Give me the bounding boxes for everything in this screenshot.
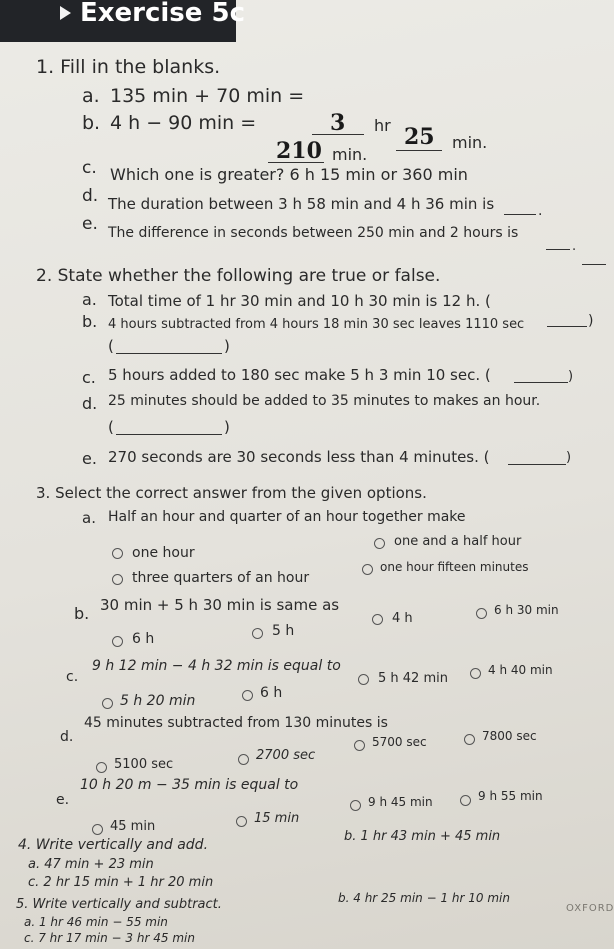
q1d-text: The duration between 3 h 58 min and 4 h 36 min is xyxy=(108,195,495,213)
exercise-title: Exercise 5c xyxy=(80,0,245,28)
q3c-option-3-radio[interactable] xyxy=(102,698,113,709)
q3e-option-4: 15 min xyxy=(254,811,300,826)
q3a-option-1-radio[interactable] xyxy=(112,548,123,559)
q3a-option-3: three quarters of an hour xyxy=(132,570,310,586)
q3c-option-1-radio[interactable] xyxy=(358,674,369,685)
q1a-hr-unit: hr xyxy=(374,116,391,135)
q3b-label: b. xyxy=(74,604,90,623)
q3a-option-2-radio[interactable] xyxy=(374,538,385,549)
q1e-text: The difference in seconds between 250 min and 2 hours is xyxy=(108,225,519,241)
q3d-option-4: 2700 sec xyxy=(256,748,316,763)
q3d-label: d. xyxy=(60,729,74,745)
q2a-text: Total time of 1 hr 30 min and 10 h 30 min is 12 h. ( xyxy=(108,292,491,310)
q1c-text: Which one is greater? 6 h 15 min or 360 min xyxy=(110,165,468,184)
q1c-label: c. xyxy=(82,158,97,178)
q2-heading: 2. State whether the following are true or false. xyxy=(36,266,441,286)
q2a-blank xyxy=(547,326,587,327)
q3c-option-4: 6 h xyxy=(260,685,283,701)
publisher-mark: OXFORD xyxy=(566,903,614,914)
q5-heading: 5. Write vertically and subtract. xyxy=(16,897,222,912)
q3b-option-3: 6 h xyxy=(132,631,155,647)
q2d-text: 25 minutes should be added to 35 minutes to makes an hour. xyxy=(108,393,541,409)
q3e-text: 10 h 20 m − 35 min is equal to xyxy=(80,777,299,793)
q2a-close: ) xyxy=(588,313,594,329)
q1b-unit: min. xyxy=(332,145,368,164)
q1a-blank-minutes xyxy=(396,150,442,151)
q2c-blank xyxy=(514,382,568,383)
q3a-option-1: one hour xyxy=(132,545,195,561)
q3b-option-3-radio[interactable] xyxy=(112,636,123,647)
q3c-label: c. xyxy=(66,669,79,685)
q3e-option-1: 9 h 45 min xyxy=(368,795,433,809)
q3e-label: e. xyxy=(56,792,70,808)
q4b-item: b. 1 hr 43 min + 45 min xyxy=(344,829,501,844)
q3a-option-3-radio[interactable] xyxy=(112,574,123,585)
q2d-close: ) xyxy=(224,418,230,436)
q4a-item: a. 47 min + 23 min xyxy=(28,857,154,872)
q3d-option-1-radio[interactable] xyxy=(354,740,365,751)
q3d-text: 45 minutes subtracted from 130 minutes is xyxy=(84,715,388,731)
q1b-label: b. xyxy=(82,112,101,134)
q2e-close: ) xyxy=(566,450,572,465)
q3a-text: Half an hour and quarter of an hour together make xyxy=(108,509,466,525)
q2b-open: ( xyxy=(108,337,114,355)
q2e-text: 270 seconds are 30 seconds less than 4 minutes. ( xyxy=(108,448,490,466)
q4-heading: 4. Write vertically and add. xyxy=(18,837,209,853)
q1a-min-unit: min. xyxy=(452,133,488,152)
q3b-option-2-radio[interactable] xyxy=(476,608,487,619)
q1a-text: 135 min + 70 min = xyxy=(110,85,305,107)
q4c-item: c. 2 hr 15 min + 1 hr 20 min xyxy=(28,875,214,890)
q3d-option-2-radio[interactable] xyxy=(464,734,475,745)
q2c-label: c. xyxy=(82,368,96,387)
q3b-option-1: 4 h xyxy=(392,611,413,626)
q1b-blank xyxy=(268,162,324,163)
q1e-blank xyxy=(582,264,606,265)
q5b-item: b. 4 hr 25 min − 1 hr 10 min xyxy=(338,891,510,905)
q5c-item: c. 7 hr 17 min − 3 hr 45 min xyxy=(24,931,195,945)
q3c-option-4-radio[interactable] xyxy=(242,690,253,701)
q3e-option-2: 9 h 55 min xyxy=(478,789,543,803)
q1b-answer: 210 xyxy=(276,138,322,164)
q1d-label: d. xyxy=(82,186,99,206)
q1d-end: . xyxy=(572,239,577,254)
q1a-label: a. xyxy=(82,85,100,107)
q5a-item: a. 1 hr 46 min − 55 min xyxy=(24,915,168,929)
q2e-label: e. xyxy=(82,449,97,468)
q1c-blank xyxy=(504,214,536,215)
q3e-option-2-radio[interactable] xyxy=(460,795,471,806)
q2b-text: 4 hours subtracted from 4 hours 18 min 30 sec leaves 1110 sec xyxy=(108,317,525,332)
q3b-option-1-radio[interactable] xyxy=(372,614,383,625)
q1e-label: e. xyxy=(82,214,98,234)
q2d-blank xyxy=(116,434,222,435)
q3e-option-4-radio[interactable] xyxy=(236,816,247,827)
q2e-blank xyxy=(508,464,566,465)
q2d-open: ( xyxy=(108,418,114,436)
q3c-option-2-radio[interactable] xyxy=(470,668,481,679)
q1a-blank-hours xyxy=(312,134,364,135)
q3d-option-3: 5100 sec xyxy=(114,757,174,772)
q3c-option-3: 5 h 20 min xyxy=(120,693,196,709)
q3c-text: 9 h 12 min − 4 h 32 min is equal to xyxy=(92,658,341,674)
q3c-option-2: 4 h 40 min xyxy=(488,663,553,677)
q3d-option-3-radio[interactable] xyxy=(96,762,107,773)
q3d-option-1: 5700 sec xyxy=(372,735,427,749)
q3b-option-4-radio[interactable] xyxy=(252,628,263,639)
q3a-option-4-radio[interactable] xyxy=(362,564,373,575)
q3b-option-2: 6 h 30 min xyxy=(494,603,559,617)
q3e-option-1-radio[interactable] xyxy=(350,800,361,811)
q3-heading: 3. Select the correct answer from the given options. xyxy=(36,484,427,502)
q2b-blank xyxy=(116,353,222,354)
q2b-label: b. xyxy=(82,312,98,331)
q3d-option-2: 7800 sec xyxy=(482,729,537,743)
q1a-answer-minutes: 25 xyxy=(404,124,435,150)
q1-heading: 1. Fill in the blanks. xyxy=(36,56,221,78)
q2d-label: d. xyxy=(82,394,98,413)
q3d-option-4-radio[interactable] xyxy=(238,754,249,765)
q3b-text: 30 min + 5 h 30 min is same as xyxy=(100,596,340,614)
q1a-answer-hours: 3 xyxy=(330,110,346,136)
q3a-option-4: one hour fifteen minutes xyxy=(380,560,529,574)
q3a-option-2: one and a half hour xyxy=(394,534,522,549)
q3b-option-4: 5 h xyxy=(272,623,295,639)
q2c-text: 5 hours added to 180 sec make 5 h 3 min 10 sec. ( xyxy=(108,366,491,384)
q3c-option-1: 5 h 42 min xyxy=(378,671,448,686)
q2b-close: ) xyxy=(224,337,230,355)
q3e-option-3: 45 min xyxy=(110,819,156,834)
play-arrow-icon xyxy=(60,6,71,20)
q3e-option-3-radio[interactable] xyxy=(92,824,103,835)
exercise-header xyxy=(0,0,245,42)
q1b-text: 4 h − 90 min = xyxy=(110,112,257,134)
q1c-end: . xyxy=(538,203,543,219)
q2a-label: a. xyxy=(82,290,97,309)
q3a-label: a. xyxy=(82,509,96,527)
q2c-close: ) xyxy=(568,369,574,384)
q1d-blank xyxy=(546,249,570,250)
